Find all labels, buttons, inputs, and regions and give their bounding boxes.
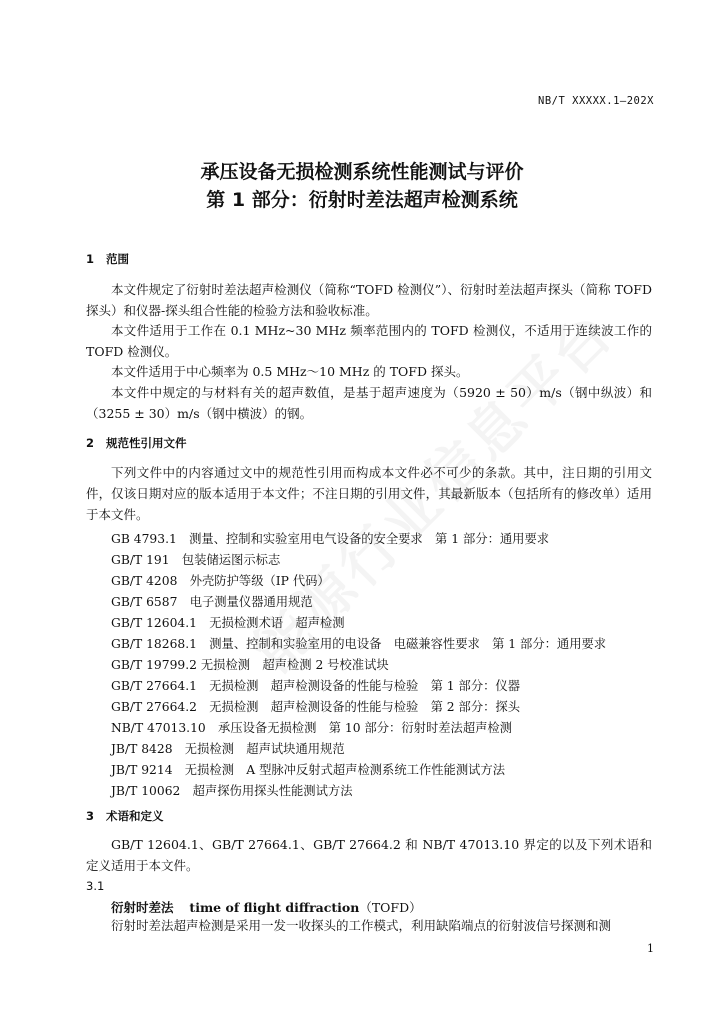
scope-paragraph: 本文件中规定的与材料有关的超声数值，是基于超声速度为（5920 ± 50）m/s（钢中纵波）和（3255 ± 30）m/s（钢中横波）的钢。	[86, 385, 652, 421]
reference-item: GB/T 12604.1 无损检测术语 超声检测	[111, 616, 345, 630]
term-definition: 衍射时差法超声检测是采用一发一收探头的工作模式，利用缺陷端点的衍射波信号探测和测	[111, 918, 612, 933]
scope-paragraph: 本文件适用于工作在 0.1 MHz~30 MHz 频率范围内的 TOFD 检测仪，不适用于连续波工作的 TOFD 检测仪。	[86, 323, 652, 359]
reference-item: GB/T 4208 外壳防护等级（IP 代码）	[111, 574, 330, 588]
page-number: 1	[647, 942, 654, 955]
section-heading-scope	[86, 251, 129, 267]
terms-intro-paragraph: GB/T 12604.1、GB/T 27664.1、GB/T 27664.2 和 NB/T 47013.10 界定的以及下列术语和定义适用于本文件。	[86, 837, 652, 873]
term-abbreviation: （TOFD）	[359, 900, 422, 915]
section-title: 术语和定义	[106, 809, 164, 823]
term-entry	[111, 898, 422, 916]
reference-item: JB/T 8428 无损检测 超声试块通用规范	[111, 742, 345, 756]
section-number: 1	[86, 252, 95, 266]
term-number: 3.1	[86, 879, 105, 893]
reference-item: GB/T 27664.1 无损检测 超声检测设备的性能与检验 第 1 部分：仪器	[111, 679, 521, 693]
section-heading-normative-references	[86, 435, 187, 451]
reference-item: GB/T 18268.1 测量、控制和实验室用的电设备 电磁兼容性要求 第 1 部分：通用要求	[111, 637, 607, 651]
term-chinese: 衍射时差法	[111, 900, 174, 915]
reference-item: GB/T 19799.2 无损检测 超声检测 2 号校准试块	[111, 658, 389, 672]
document-title-line1: 承压设备无损检测系统性能测试与评价	[200, 161, 524, 183]
reference-item: GB 4793.1 测量、控制和实验室用电气设备的安全要求 第 1 部分：通用要求	[111, 532, 550, 546]
document-title-line2: 第 1 部分：衍射时差法超声检测系统	[206, 189, 518, 211]
section-heading-terms-and-definitions	[86, 808, 164, 824]
section-title: 范围	[106, 252, 129, 266]
scope-paragraph: 本文件适用于中心频率为 0.5 MHz～10 MHz 的 TOFD 探头。	[111, 364, 469, 379]
term-english: time of flight diffraction	[189, 900, 360, 915]
reference-item: GB/T 6587 电子测量仪器通用规范	[111, 595, 313, 609]
section-title: 规范性引用文件	[106, 436, 187, 450]
section-number: 2	[86, 436, 95, 450]
document-code: NB/T XXXXX.1—202X	[538, 95, 654, 107]
reference-item: JB/T 9214 无损检测 A 型脉冲反射式超声检测系统工作性能测试方法	[111, 763, 506, 777]
section-number: 3	[86, 809, 95, 823]
reference-item: NB/T 47013.10 承压设备无损检测 第 10 部分：衍射时差法超声检测	[111, 721, 513, 735]
scope-paragraph: 本文件规定了衍射时差法超声检测仪（简称“TOFD 检测仪”）、衍射时差法超声探头（简称 TOFD 探头）和仪器-探头组合性能的检验方法和验收标准。	[86, 282, 652, 318]
reference-item: JB/T 10062 超声探伤用探头性能测试方法	[111, 784, 353, 798]
reference-item: GB/T 191 包装储运图示标志	[111, 553, 281, 567]
reference-item: GB/T 27664.2 无损检测 超声检测设备的性能与检验 第 2 部分：探头	[111, 700, 521, 714]
references-intro-paragraph: 下列文件中的内容通过文中的规范性引用而构成本文件必不可少的条款。其中，注日期的引用文件，仅该日期对应的版本适用于本文件；不注日期的引用文件，其最新版本（包括所有的修改单）适用于本文件。	[86, 465, 652, 522]
